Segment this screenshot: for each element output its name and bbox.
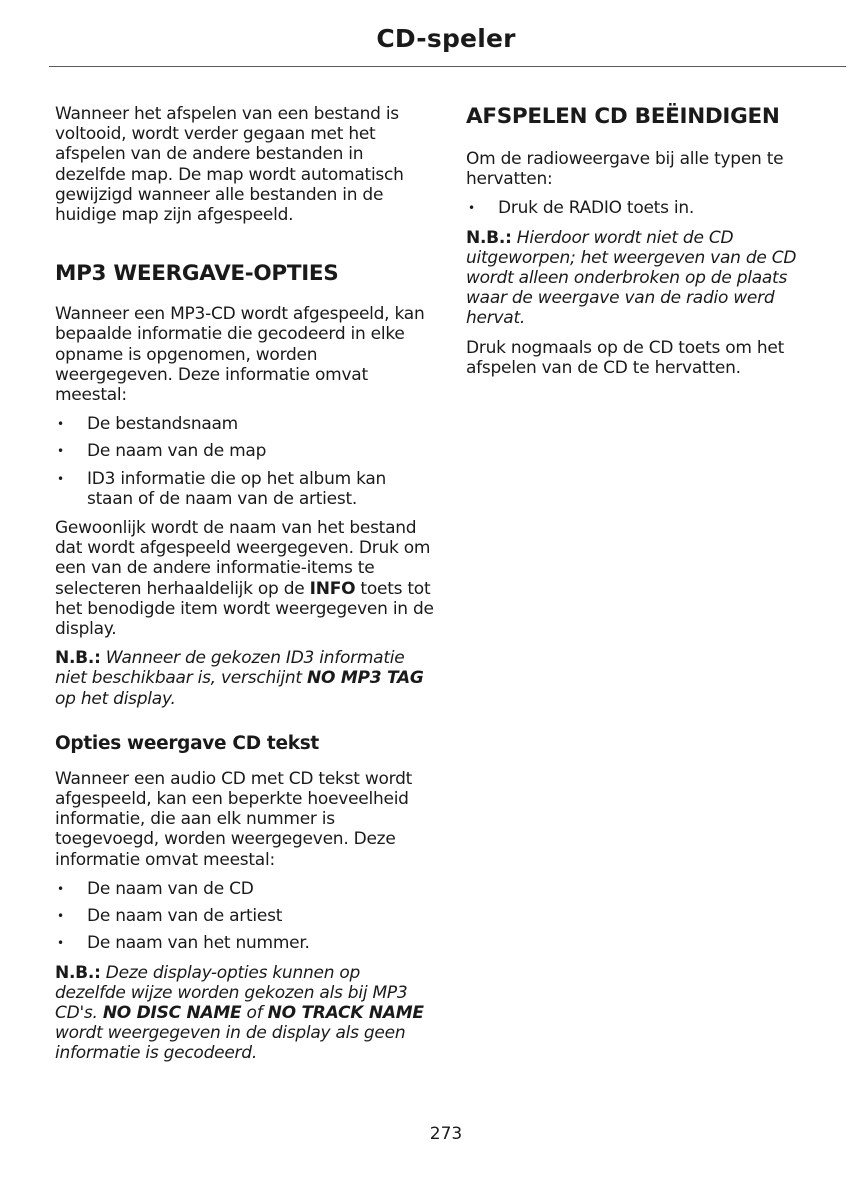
list-item	[55, 933, 435, 953]
note-label: N.B.:	[55, 962, 101, 983]
resume-cd-paragraph: Druk nogmaals op de CD toets om het afspelen van de CD te hervatten.	[466, 337, 785, 378]
left-column	[55, 104, 435, 1073]
list-item	[55, 414, 435, 434]
list-item-text: ID3 informatie die op het album kan staan of de naam van de artiest.	[87, 468, 387, 509]
text-run: wordt weergegeven in de display als geen informatie is gecodeerd.	[55, 1023, 406, 1064]
list-item	[466, 198, 826, 218]
page-title: CD-speler	[376, 24, 516, 53]
bullet-icon: •	[57, 444, 64, 459]
intro-paragraph: Wanneer het afspelen van een bestand is voltooid, wordt verder gegaan met het afspelen van de andere bestanden in dezelfde map. De map wordt automatisch gewijzigd wanneer alle bestanden in de huidige map zijn afgespeeld.	[55, 104, 404, 226]
bullet-icon: •	[57, 471, 64, 486]
list-item-text: De naam van het nummer.	[87, 933, 310, 954]
cdtext-paragraph: Wanneer een audio CD met CD tekst wordt afgespeeld, kan een beperkte hoeveelheid informatie, die aan elk nummer is toegevoegd, worden weergegeven. Deze informatie omvat meestal:	[55, 768, 413, 870]
list-item-text: Druk de RADIO toets in.	[498, 198, 695, 219]
stop-cd-note	[466, 228, 826, 329]
list-item	[55, 879, 435, 899]
mp3-bullet-list	[55, 414, 435, 509]
cdtext-heading: Opties weergave CD tekst	[55, 732, 319, 754]
display-message: NO TRACK NAME	[267, 1002, 424, 1023]
list-item-text: De naam van de CD	[87, 878, 254, 899]
page-number: 273	[429, 1124, 463, 1144]
list-item	[55, 906, 435, 926]
header-divider	[49, 66, 846, 67]
list-item-text: De naam van de map	[87, 441, 267, 462]
bullet-icon: •	[57, 909, 64, 924]
mp3-paragraph: Wanneer een MP3-CD wordt afgespeeld, kan bepaalde informatie die gecodeerd in elke opname is opgenomen, worden weergegeven. Deze informatie omvat meestal:	[55, 304, 425, 406]
mp3-note	[55, 648, 435, 709]
bullet-icon: •	[57, 936, 64, 951]
mp3-info-paragraph	[55, 518, 435, 639]
bullet-icon: •	[57, 417, 64, 432]
bullet-icon: •	[468, 201, 475, 216]
cdtext-bullet-list	[55, 879, 435, 954]
mp3-heading: MP3 WEERGAVE-OPTIES	[55, 261, 339, 287]
text-run: Wanneer de gekozen ID3 informatie niet beschikbaar is, verschijnt	[55, 648, 405, 689]
text-run: Hierdoor wordt niet de CD uitgeworpen; het weergeven van de CD wordt alleen onderbroken op de plaats waar de weergave van de radio werd hervat.	[466, 227, 797, 329]
display-message: NO DISC NAME	[102, 1002, 242, 1023]
text-run: Gewoonlijk wordt de naam van het bestand dat wordt afgespeeld weergegeven. Druk om een van de andere informatie-items te selecteren herhaaldelijk op de	[55, 518, 431, 599]
note-label: N.B.:	[466, 227, 512, 248]
stop-cd-heading: AFSPELEN CD BEËINDIGEN	[466, 104, 780, 129]
bullet-icon: •	[57, 881, 64, 896]
note-label: N.B.:	[55, 648, 101, 669]
list-item-text: De naam van de artiest	[87, 906, 283, 927]
stop-cd-bullet-list	[466, 198, 826, 218]
info-key-label: INFO	[309, 578, 356, 599]
display-message: NO MP3 TAG	[307, 668, 424, 689]
text-run: toets tot het benodigde item wordt weergegeven in de display.	[55, 578, 434, 640]
cdtext-note	[55, 963, 435, 1064]
text-run: op het display.	[55, 688, 176, 709]
text-run: of	[241, 1002, 268, 1023]
list-item	[55, 469, 435, 509]
right-column	[466, 104, 826, 387]
list-item-text: De bestandsnaam	[87, 414, 238, 435]
stop-cd-paragraph: Om de radioweergave bij alle typen te hervatten:	[466, 149, 784, 190]
list-item	[55, 441, 435, 461]
text-run: Deze display-opties kunnen op dezelfde wijze worden gekozen als bij MP3 CD's.	[55, 962, 408, 1023]
